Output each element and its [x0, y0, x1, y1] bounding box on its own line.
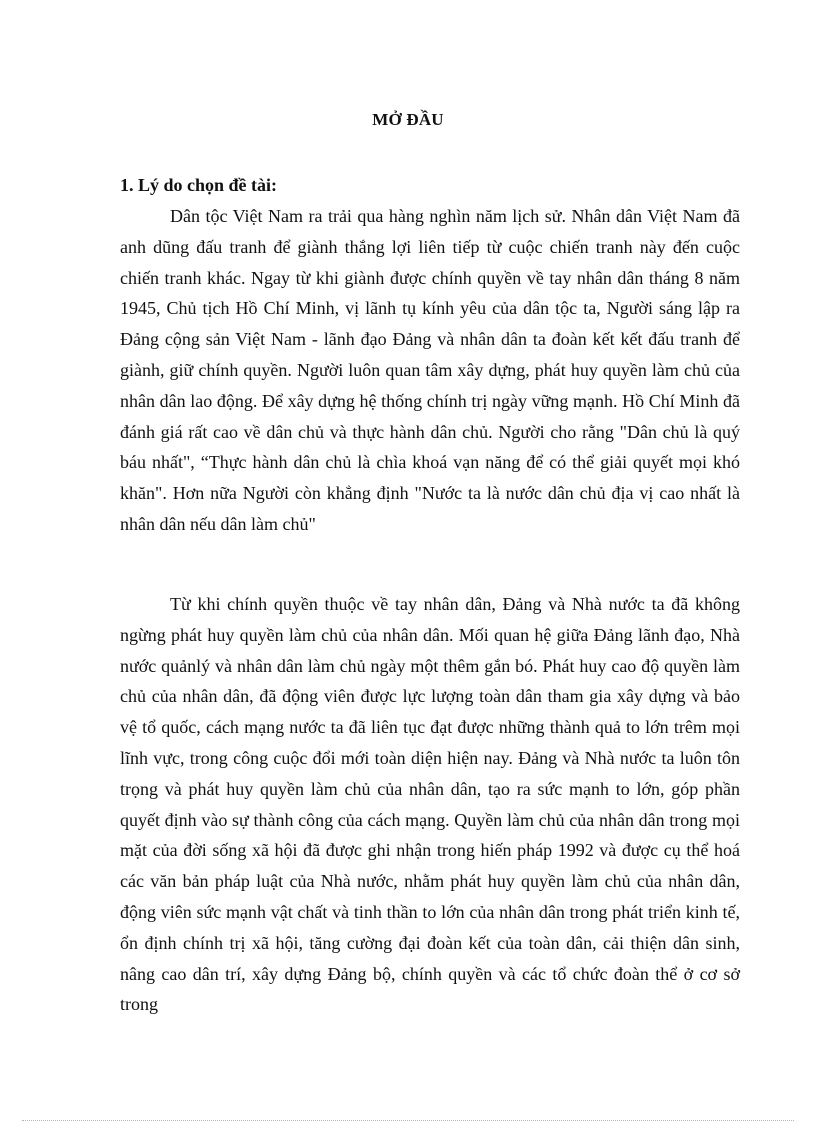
document-title: MỞ ĐẦU	[372, 110, 444, 129]
paragraph-1: Dân tộc Việt Nam ra trải qua hàng nghìn năm lịch sử. Nhân dân Việt Nam đã anh dũng đấu tranh để giành thắng lợi liên tiếp từ cuộc chiến tranh này đến cuộc chiến tranh khác. Ngay từ khi giành được chính quyền về tay nhân dân tháng 8 năm 1945, Chủ tịch Hồ Chí Minh, vị lãnh tụ kính yêu của dân tộc ta, Người sáng lập ra Đảng cộng sản Việt Nam - lãnh đạo Đảng và nhân dân ta đoàn kết kết đấu tranh để giành, giữ chính quyền. Người luôn quan tâm xây dựng, phát huy quyền làm chủ của nhân dân lao động. Để xây dựng hệ thống chính trị ngày vững mạnh. Hồ Chí Minh đã đánh giá rất cao về dân chủ và thực hành dân chủ. Người cho rằng "Dân chủ là quý báu nhất", “Thực hành dân chủ là chìa khoá vạn năng để có thể giải quyết mọi khó khăn". Hơn nữa Người còn khẳng định "Nước ta là nước dân chủ địa vị cao nhất là nhân dân nếu dân làm chủ"	[120, 206, 740, 534]
paragraph-2: Từ khi chính quyền thuộc về tay nhân dân, Đảng và Nhà nước ta đã không ngừng phát huy quyền làm chủ của nhân dân. Mối quan hệ giữa Đảng lãnh đạo, Nhà nước quảnlý và nhân dân làm chủ ngày một thêm gắn bó. Phát huy cao độ quyền làm chủ của nhân dân, đã động viên được lực lượng toàn dân tham gia xây dựng và bảo vệ tổ quốc, cách mạng nước ta đã liên tục đạt được những thành quả to lớn trêm mọi lĩnh vực, trong công cuộc đổi mới toàn diện hiện nay. Đảng và Nhà nước ta luôn tôn trọng và phát huy quyền làm chủ của nhân dân, tạo ra sức mạnh to lớn, góp phần quyết định vào sự thành công của cách mạng. Quyền làm chủ của nhân dân trong mọi mặt của đời sống xã hội đã được ghi nhận trong hiến pháp 1992 và được cụ thể hoá các văn bản pháp luật của Nhà nước, nhằm phát huy quyền làm chủ của nhân dân, động viên sức mạnh vật chất và tinh thần to lớn của nhân dân trong phát triển kinh tế, ổn định chính trị xã hội, tăng cường đại đoàn kết của toàn dân, cải thiện dân sinh, nâng cao dân trí, xây dựng Đảng bộ, chính quyền và các tổ chức đoàn thể ở cơ sở trong	[120, 594, 740, 1015]
section-heading: 1. Lý do chọn đề tài:	[120, 175, 278, 195]
page-bottom-divider	[22, 1120, 794, 1121]
